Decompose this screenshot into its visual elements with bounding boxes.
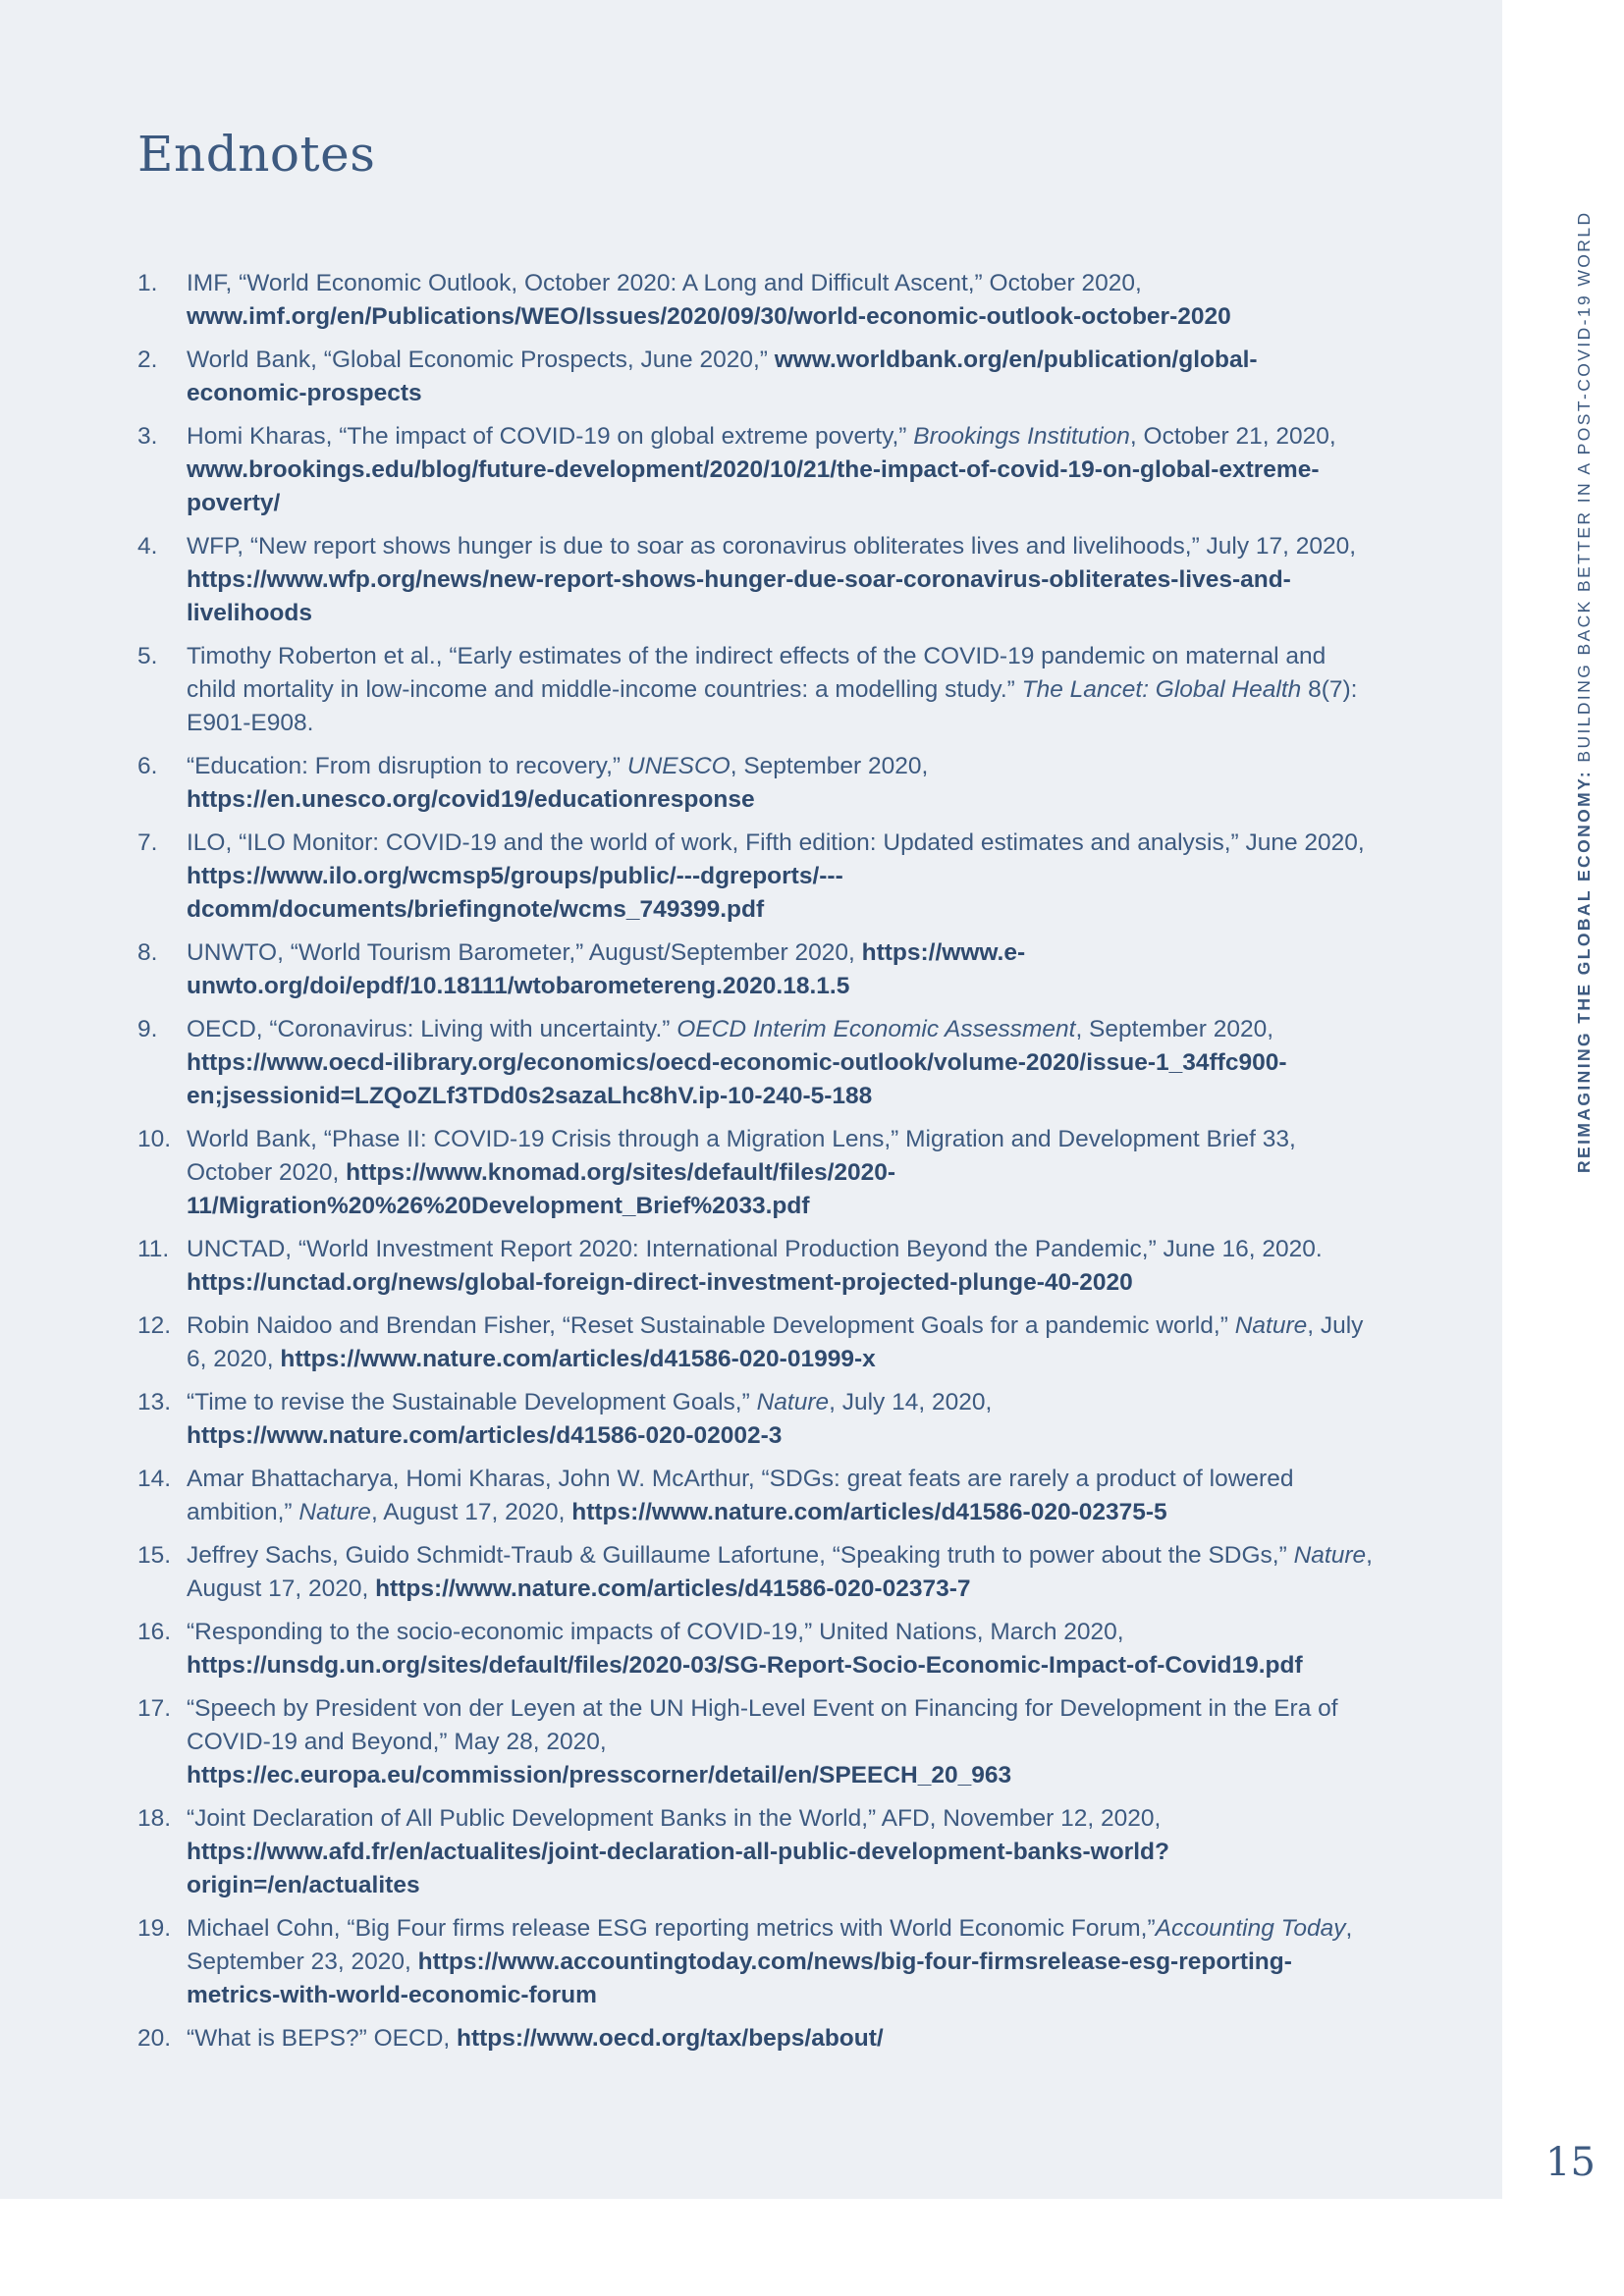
endnote-item [137, 750, 1375, 817]
endnote-text: , August 17, 2020, [187, 1542, 1373, 1602]
endnote-text: Robin Naidoo and Brendan Fisher, “Reset Sustainable Development Goals for a pandemic world,” [187, 1312, 1235, 1339]
endnote-item [137, 267, 1375, 334]
endnote-text: 8(7): E901-E908. [187, 676, 1358, 736]
endnote-text: World Bank, “Phase II: COVID-19 Crisis through a Migration Lens,” Migration and Development Brief 33, October 2020, [187, 1126, 1296, 1186]
endnote-number: 13. [137, 1389, 172, 1415]
endnote-text: Michael Cohn, “Big Four firms release ESG reporting metrics with World Economic Forum,” [187, 1915, 1156, 1942]
endnote-item [137, 1802, 1375, 1902]
endnote-item [137, 530, 1375, 630]
endnote-source-title: The Lancet: Global Health [1021, 676, 1302, 703]
endnote-number: 20. [137, 2025, 172, 2052]
page-title: Endnotes [137, 126, 376, 183]
endnote-item [137, 827, 1375, 927]
endnote-source-title: Accounting Today [1155, 1915, 1346, 1942]
endnote-link[interactable]: https://www.oecd.org/tax/beps/about/ [457, 2025, 884, 2052]
endnote-link[interactable]: https://www.ilo.org/wcmsp5/groups/public/---dgreports/---dcomm/documents/briefingnote/wcms_749399.pdf [187, 863, 843, 923]
endnote-link[interactable]: www.brookings.edu/blog/future-development/2020/10/21/the-impact-of-covid-19-on-global-extreme-poverty/ [187, 456, 1320, 516]
endnote-number: 4. [137, 533, 158, 560]
endnote-item [137, 420, 1375, 520]
endnote-text: , September 23, 2020, [187, 1915, 1353, 1975]
endnote-item [137, 344, 1375, 410]
endnote-text: OECD, “Coronavirus: Living with uncertainty.” [187, 1016, 677, 1042]
endnote-text: “Education: From disruption to recovery,” [187, 753, 627, 779]
endnote-link[interactable]: https://ec.europa.eu/commission/presscorner/detail/en/SPEECH_20_963 [187, 1762, 1012, 1789]
endnote-source-title: Nature [1234, 1312, 1308, 1339]
endnote-number: 11. [137, 1236, 170, 1262]
endnote-number: 18. [137, 1805, 172, 1832]
endnote-text: UNCTAD, “World Investment Report 2020: International Production Beyond the Pandemic,” June 16, 2020. [187, 1236, 1323, 1262]
endnote-number: 1. [137, 270, 158, 296]
endnote-item [137, 1616, 1375, 1682]
endnote-text: “Speech by President von der Leyen at the UN High-Level Event on Financing for Development in the Era of COVID-19 and Beyond,” May 28, 2020, [187, 1695, 1338, 1755]
endnote-text: WFP, “New report shows hunger is due to soar as coronavirus obliterates lives and livelihoods,” July 17, 2020, [187, 533, 1357, 560]
endnote-link[interactable]: https://en.unesco.org/covid19/educationresponse [187, 786, 755, 813]
endnote-item [137, 1912, 1375, 2012]
endnote-number: 12. [137, 1312, 172, 1339]
endnote-text: “Time to revise the Sustainable Development Goals,” [187, 1389, 757, 1415]
endnote-text: , September 2020, [1075, 1016, 1274, 1042]
endnote-item [137, 1539, 1375, 1606]
endnote-source-title: OECD Interim Economic Assessment [677, 1016, 1076, 1042]
endnote-item [137, 2022, 1375, 2056]
endnote-text: World Bank, “Global Economic Prospects, June 2020,” [187, 347, 775, 373]
page-number: 15 [1545, 2140, 1596, 2185]
endnote-text: “What is BEPS?” OECD, [187, 2025, 458, 2052]
endnote-text: , August 17, 2020, [370, 1499, 572, 1525]
endnote-item [137, 1013, 1375, 1113]
endnote-source-title: Nature [298, 1499, 371, 1525]
endnote-item [137, 936, 1375, 1003]
endnote-number: 6. [137, 753, 158, 779]
endnote-item [137, 1463, 1375, 1529]
endnote-link[interactable]: https://www.afd.fr/en/actualites/joint-declaration-all-public-development-banks-world?origin=/en/actualites [187, 1839, 1169, 1898]
endnote-link[interactable]: https://unctad.org/news/global-foreign-direct-investment-projected-plunge-40-2020 [187, 1269, 1133, 1296]
running-header-bold: REIMAGINING THE GLOBAL ECONOMY: [1574, 769, 1594, 1173]
endnote-link[interactable]: https://www.knomad.org/sites/default/files/2020-11/Migration%20%26%20Development_Brief%2033.pdf [187, 1159, 896, 1219]
endnote-link[interactable]: https://www.accountingtoday.com/news/big-four-firmsrelease-esg-reporting-metrics-with-world-economic-forum [187, 1949, 1292, 2008]
endnote-source-title: Nature [756, 1389, 830, 1415]
endnote-item [137, 1386, 1375, 1453]
endnote-link[interactable]: https://www.wfp.org/news/new-report-shows-hunger-due-soar-coronavirus-obliterates-lives-and-livelihoods [187, 566, 1291, 626]
running-header-rest: BUILDING BACK BETTER IN A POST-COVID-19 WORLD [1574, 210, 1594, 770]
endnote-number: 19. [137, 1915, 172, 1942]
endnote-link[interactable]: https://www.nature.com/articles/d41586-020-02375-5 [571, 1499, 1167, 1525]
endnote-text: , July 14, 2020, [829, 1389, 993, 1415]
endnote-link[interactable]: www.worldbank.org/en/publication/global-economic-prospects [187, 347, 1258, 406]
endnote-text: UNWTO, “World Tourism Barometer,” August/September 2020, [187, 939, 862, 966]
endnote-number: 17. [137, 1695, 172, 1722]
endnote-text: Homi Kharas, “The impact of COVID-19 on global extreme poverty,” [187, 423, 914, 450]
endnote-link[interactable]: https://www.e-unwto.org/doi/epdf/10.18111/wtobarometereng.2020.18.1.5 [187, 939, 1026, 999]
endnote-text: ILO, “ILO Monitor: COVID-19 and the world of work, Fifth edition: Updated estimates and analysis,” June 2020, [187, 829, 1365, 856]
endnote-text: , October 21, 2020, [1129, 423, 1336, 450]
endnote-item [137, 640, 1375, 740]
endnote-number: 14. [137, 1466, 172, 1492]
endnote-number: 2. [137, 347, 158, 373]
endnote-link[interactable]: https://www.nature.com/articles/d41586-020-02373-7 [375, 1575, 971, 1602]
endnote-source-title: UNESCO [626, 753, 731, 779]
endnote-text: Amar Bhattacharya, Homi Kharas, John W. McArthur, “SDGs: great feats are rarely a product of lowered ambition,” [187, 1466, 1294, 1525]
endnote-item [137, 1233, 1375, 1300]
endnote-text: Jeffrey Sachs, Guido Schmidt-Traub & Guillaume Lafortune, “Speaking truth to power about the SDGs,” [187, 1542, 1294, 1569]
endnote-link[interactable]: https://www.nature.com/articles/d41586-020-01999-x [280, 1346, 876, 1372]
endnotes-list [137, 267, 1375, 2065]
endnote-text: Timothy Roberton et al., “Early estimates of the indirect effects of the COVID-19 pandemic on maternal and child mortality in low-income and middle-income countries: a modelling study.” [187, 643, 1326, 703]
endnote-link[interactable]: https://www.nature.com/articles/d41586-020-02002-3 [187, 1422, 783, 1449]
endnote-number: 3. [137, 423, 158, 450]
endnote-number: 16. [137, 1619, 172, 1645]
endnote-number: 10. [137, 1126, 172, 1152]
endnote-text: , July 6, 2020, [187, 1312, 1364, 1372]
running-header-vertical [1574, 210, 1595, 1173]
endnote-source-title: Nature [1293, 1542, 1367, 1569]
endnote-item [137, 1692, 1375, 1792]
endnote-item [137, 1123, 1375, 1223]
endnote-number: 7. [137, 829, 158, 856]
endnote-item [137, 1309, 1375, 1376]
endnote-text: IMF, “World Economic Outlook, October 2020: A Long and Difficult Ascent,” October 2020, [187, 270, 1142, 296]
endnote-text: “Responding to the socio-economic impacts of COVID-19,” United Nations, March 2020, [187, 1619, 1124, 1645]
endnote-source-title: Brookings Institution [913, 423, 1130, 450]
endnote-number: 15. [137, 1542, 172, 1569]
endnote-number: 8. [137, 939, 158, 966]
endnote-number: 9. [137, 1016, 158, 1042]
endnote-text: , September 2020, [730, 753, 929, 779]
endnote-text: “Joint Declaration of All Public Development Banks in the World,” AFD, November 12, 2020, [187, 1805, 1162, 1832]
endnote-link[interactable]: https://unsdg.un.org/sites/default/files/2020-03/SG-Report-Socio-Economic-Impact-of-Covid19.pdf [187, 1652, 1303, 1679]
endnote-number: 5. [137, 643, 158, 669]
endnote-link[interactable]: https://www.oecd-ilibrary.org/economics/oecd-economic-outlook/volume-2020/issue-1_34ffc900-en;jsessionid=LZQoZLf3TDd0s2sazaLhc8hV.ip-10-240-5-188 [187, 1049, 1287, 1109]
endnote-link[interactable]: www.imf.org/en/Publications/WEO/Issues/2020/09/30/world-economic-outlook-october-2020 [187, 303, 1231, 330]
